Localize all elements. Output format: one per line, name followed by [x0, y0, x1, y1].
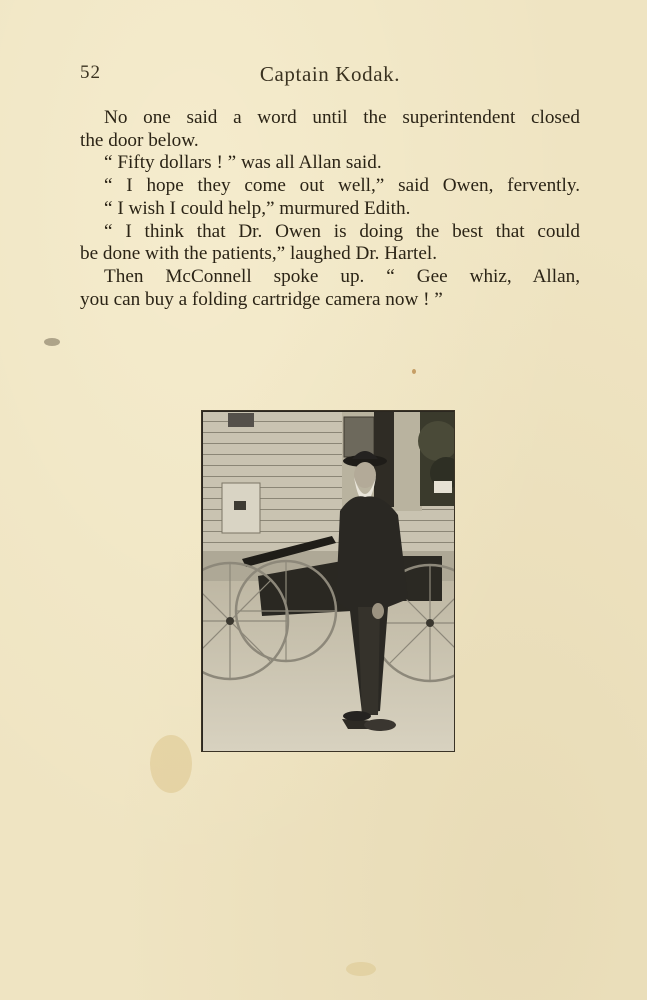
text-line: you can buy a folding cartridge camera now ! ”	[80, 288, 443, 310]
running-title: Captain Kodak.	[259, 62, 401, 86]
text-line: the door below.	[80, 129, 199, 151]
body-text	[80, 107, 580, 311]
page-header	[80, 62, 580, 92]
text-line: “ Fifty dollars ! ” was all Allan said.	[104, 152, 382, 174]
illustration-photograph	[201, 410, 455, 752]
text-line: be done with the patients,” laughed Dr. Hartel.	[80, 243, 437, 265]
text-line: No one said a word until the superintendent closed	[104, 107, 580, 128]
text-line: “ I wish I could help,” murmured Edith.	[104, 197, 411, 219]
text-line: Then McConnell spoke up. “ Gee whiz, Allan,	[104, 265, 580, 287]
text-line: “ I think that Dr. Owen is doing the best that could	[104, 220, 580, 242]
text-line: “ I hope they come out well,” said Owen, fervently.	[104, 175, 580, 197]
photograph-old-man-with-buggy-icon	[202, 411, 455, 752]
page-number: 52	[80, 62, 101, 83]
